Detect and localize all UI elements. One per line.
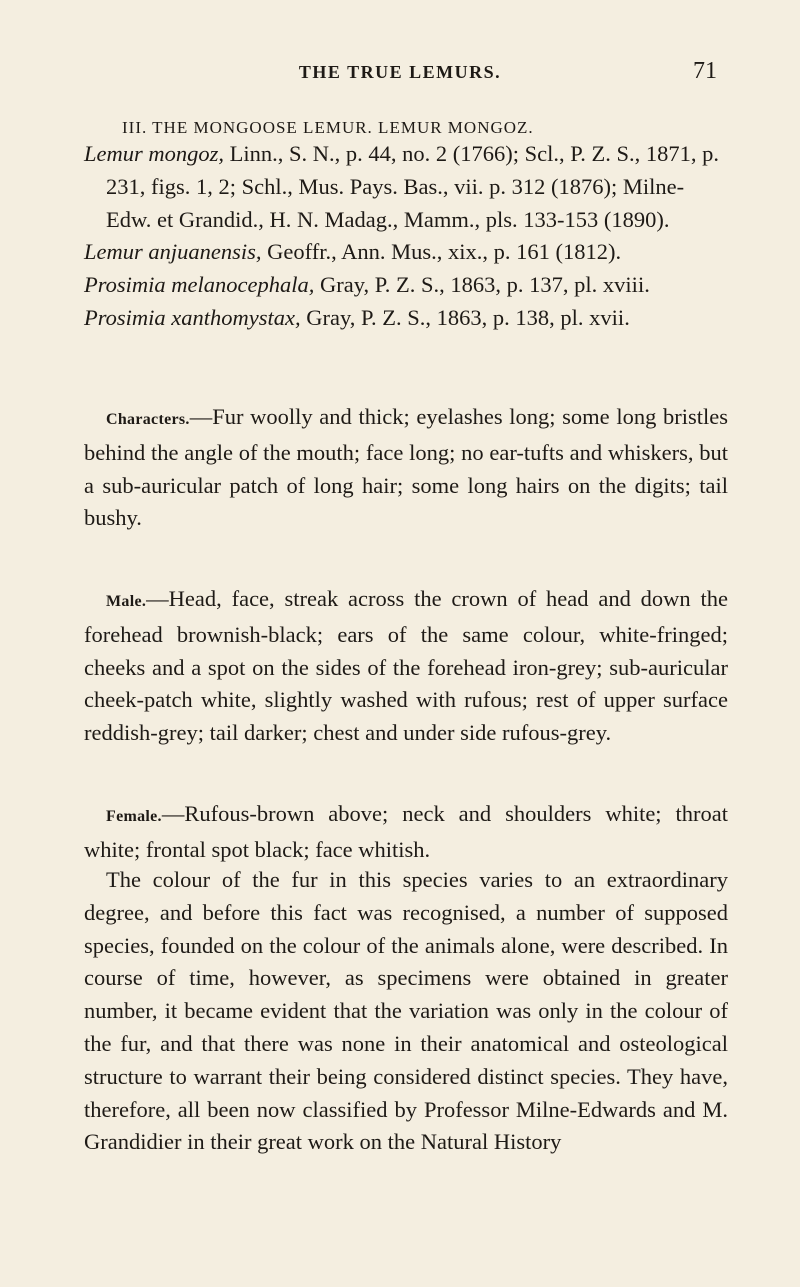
synonym-citation: Gray, P. Z. S., 1863, p. 138, pl. xvii. bbox=[300, 304, 630, 330]
synonym-name: Prosimia xanthomystax, bbox=[84, 304, 301, 330]
male-section bbox=[84, 583, 728, 750]
female-paragraph bbox=[84, 798, 728, 867]
page-number: 71 bbox=[693, 58, 717, 84]
synonym-citation: Geoffr., Ann. Mus., xix., p. 161 (1812). bbox=[261, 239, 622, 265]
synonym-entry bbox=[84, 269, 728, 302]
synonym-citation: Linn., S. N., p. 44, no. 2 (1766); Scl., P. Z. S., 1871, p. 231, figs. 1, 2; Schl., Mus. Pays. Bas., vii. p. 312 (1876); Milne-Edw. et Grandid., H. N. Madag., Mamm., pls. 133-153 (1890). bbox=[106, 141, 720, 232]
male-label: Male. bbox=[106, 593, 147, 610]
synonym-name: Prosimia melanocephala, bbox=[84, 272, 315, 298]
synonym-entry bbox=[84, 302, 728, 335]
female-label: Female. bbox=[106, 808, 162, 825]
synonym-entry bbox=[84, 138, 728, 236]
characters-section bbox=[84, 401, 728, 535]
male-text: —Head, face, streak across the crown of head and down the forehead brownish-black; ears of the same colour, white-fringed; cheeks and a spot on the sides of the forehead iron-grey; sub-auricular cheek-patch white, slightly washed with rufous; rest of upper surface reddish-grey; tail darker; chest and under side rufous-grey. bbox=[84, 586, 728, 746]
female-text: —Rufous-brown above; neck and shoulders white; throat white; frontal spot black; face whitish. bbox=[84, 801, 728, 862]
characters-paragraph bbox=[84, 401, 728, 535]
female-section bbox=[84, 798, 728, 867]
synonym-entry bbox=[84, 236, 728, 269]
synonym-citation: Gray, P. Z. S., 1863, p. 137, pl. xviii. bbox=[314, 272, 650, 298]
section-heading: III. THE MONGOOSE LEMUR. LEMUR MONGOZ. bbox=[122, 118, 534, 137]
running-head bbox=[0, 58, 800, 92]
discussion-paragraph: The colour of the fur in this species varies to an extraordinary degree, and before this fact was recognised, a number of supposed species, founded on the colour of the animals alone, were described. In course of time, however, as specimens were obtained in greater number, it became evident that the variation was only in the colour of the fur, and that there was none in their anatomical and osteological structure to warrant their being considered distinct species. They have, therefore, all been now classified by Professor Milne-Edwards and M. Grandidier in their great work on the Natural History bbox=[84, 867, 728, 1155]
synonym-name: Lemur anjuanensis, bbox=[84, 239, 262, 265]
synonym-name: Lemur mongoz, bbox=[84, 141, 225, 166]
synonymy-list bbox=[84, 138, 728, 335]
running-title: THE TRUE LEMURS. bbox=[298, 62, 502, 82]
discussion-section bbox=[84, 864, 728, 1159]
male-paragraph bbox=[84, 583, 728, 750]
characters-label: Characters. bbox=[106, 411, 190, 428]
characters-text: —Fur woolly and thick; eyelashes long; some long bristles behind the angle of the mouth; face long; no ear-tufts and whiskers, but a sub-auricular patch of long hair; some long hairs on the digits; tail bushy. bbox=[84, 404, 728, 531]
